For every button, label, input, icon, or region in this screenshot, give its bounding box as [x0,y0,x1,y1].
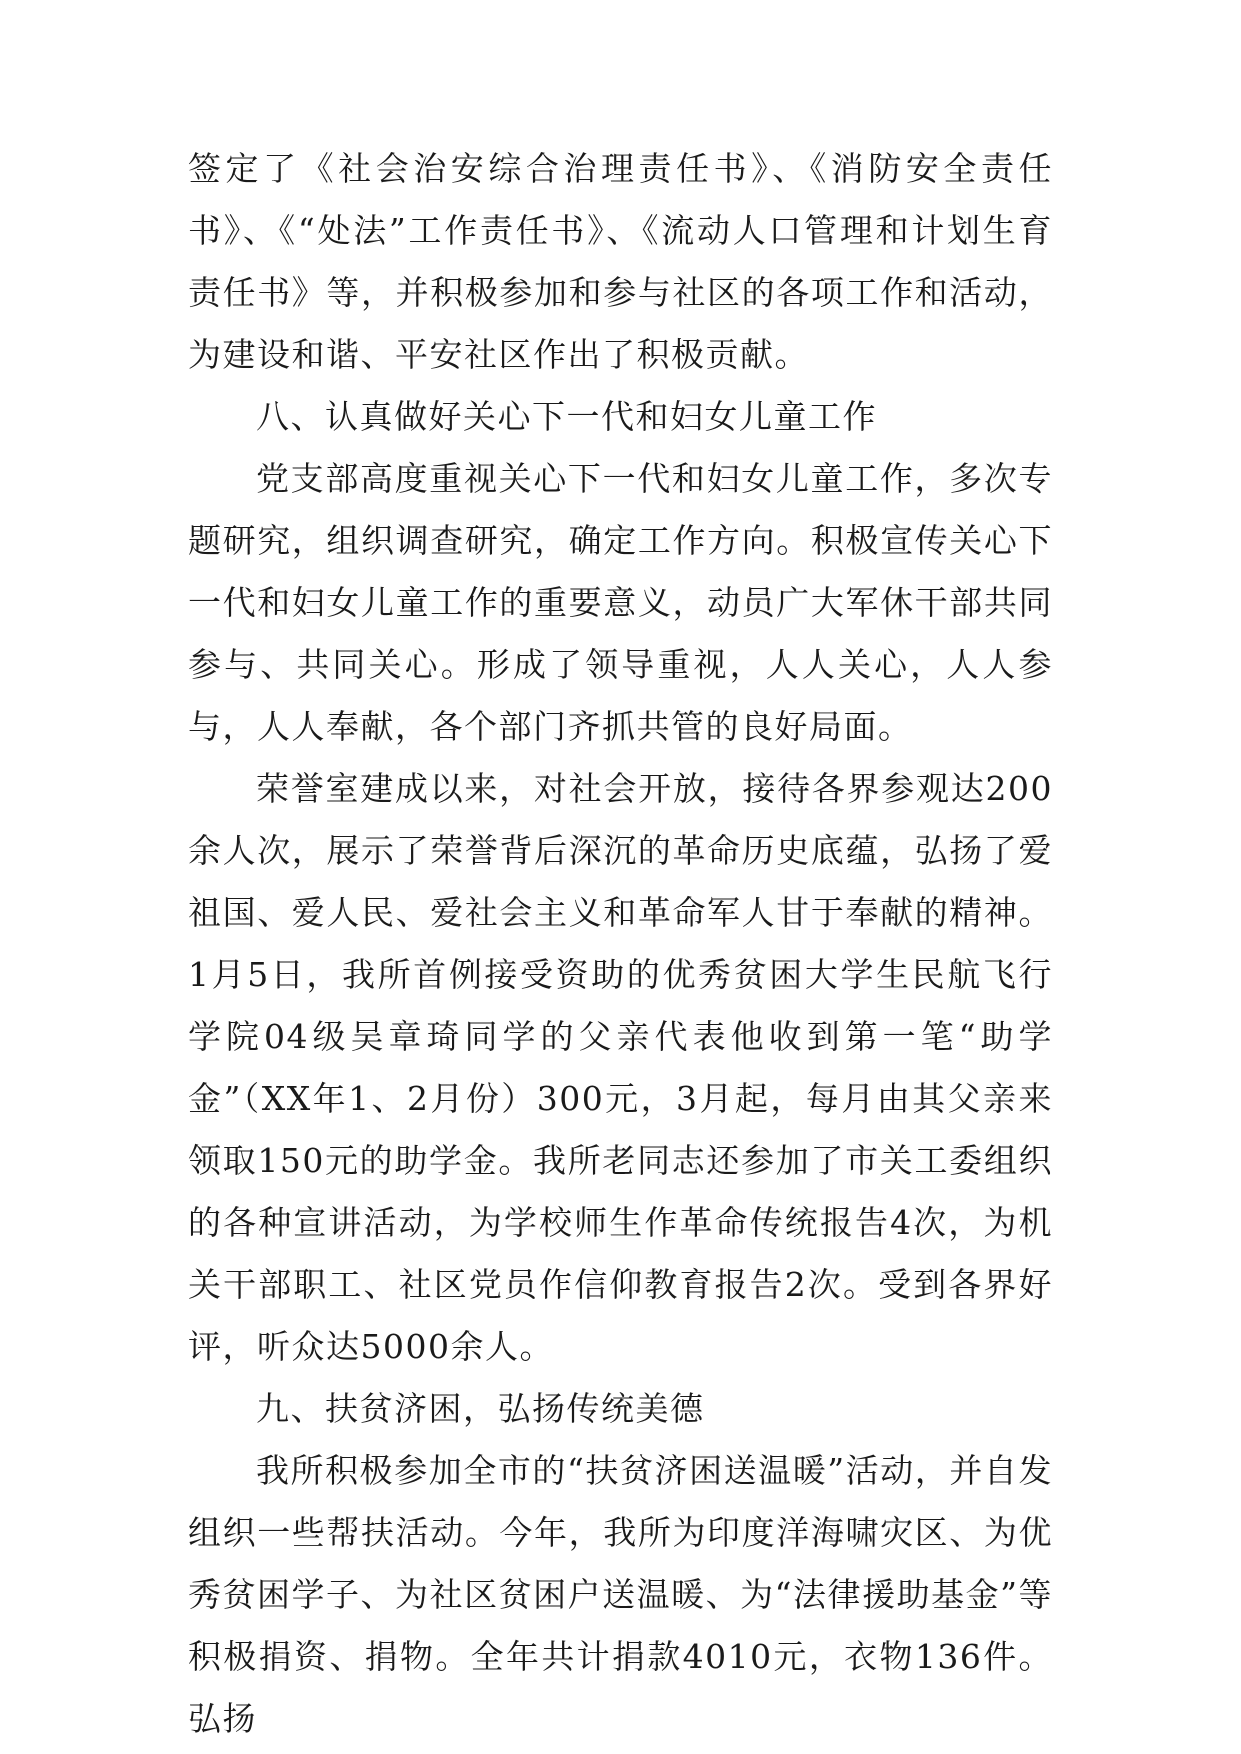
paragraph-honor-room: 荣誉室建成以来，对社会开放，接待各界参观达200余人次，展示了荣誉背后深沉的革命历史底蕴，弘扬了爱祖国、爱人民、爱社会主义和革命军人甘于奉献的精神。1月5日，我所首例接受资助的优秀贫困大学生民航飞行学院04级吴章琦同学的父亲代表他收到第一笔“助学金”（XX年1、2月份）300元，3月起，每月由其父亲来领取150元的助学金。我所老同志还参加了市关工委组织的各种宣讲活动，为学校师生作革命传统报告4次，为机关干部职工、社区党员作信仰教育报告2次。受到各界好评，听众达5000余人。 [188,769,1053,1366]
section-heading-eight: 八、认真做好关心下一代和妇女儿童工作 [256,397,877,436]
section-heading-nine: 九、扶贫济困，弘扬传统美德 [256,1389,705,1428]
paragraph-next-generation-work: 党支部高度重视关心下一代和妇女儿童工作，多次专题研究，组织调查研究，确定工作方向。积极宣传关心下一代和妇女儿童工作的重要意义，动员广大军休干部共同参与、共同关心。形成了领导重视，人人关心，人人参与，人人奉献，各个部门齐抓共管的良好局面。 [188,459,1053,746]
document-body [188,138,1053,1750]
paragraph-poverty-relief: 我所积极参加全市的“扶贫济困送温暖”活动，并自发组织一些帮扶活动。今年，我所为印度洋海啸灾区、为优秀贫困学子、为社区贫困户送温暖、为“法律援助基金”等积极捐资、捐物。全年共计捐款4010元，衣物136件。弘扬 [188,1451,1053,1738]
paragraph-responsibility-agreements: 签定了《社会治安综合治理责任书》、《消防安全责任书》、《“处法”工作责任书》、《流动人口管理和计划生育责任书》等，并积极参加和参与社区的各项工作和活动，为建设和谐、平安社区作出了积极贡献。 [188,149,1053,374]
